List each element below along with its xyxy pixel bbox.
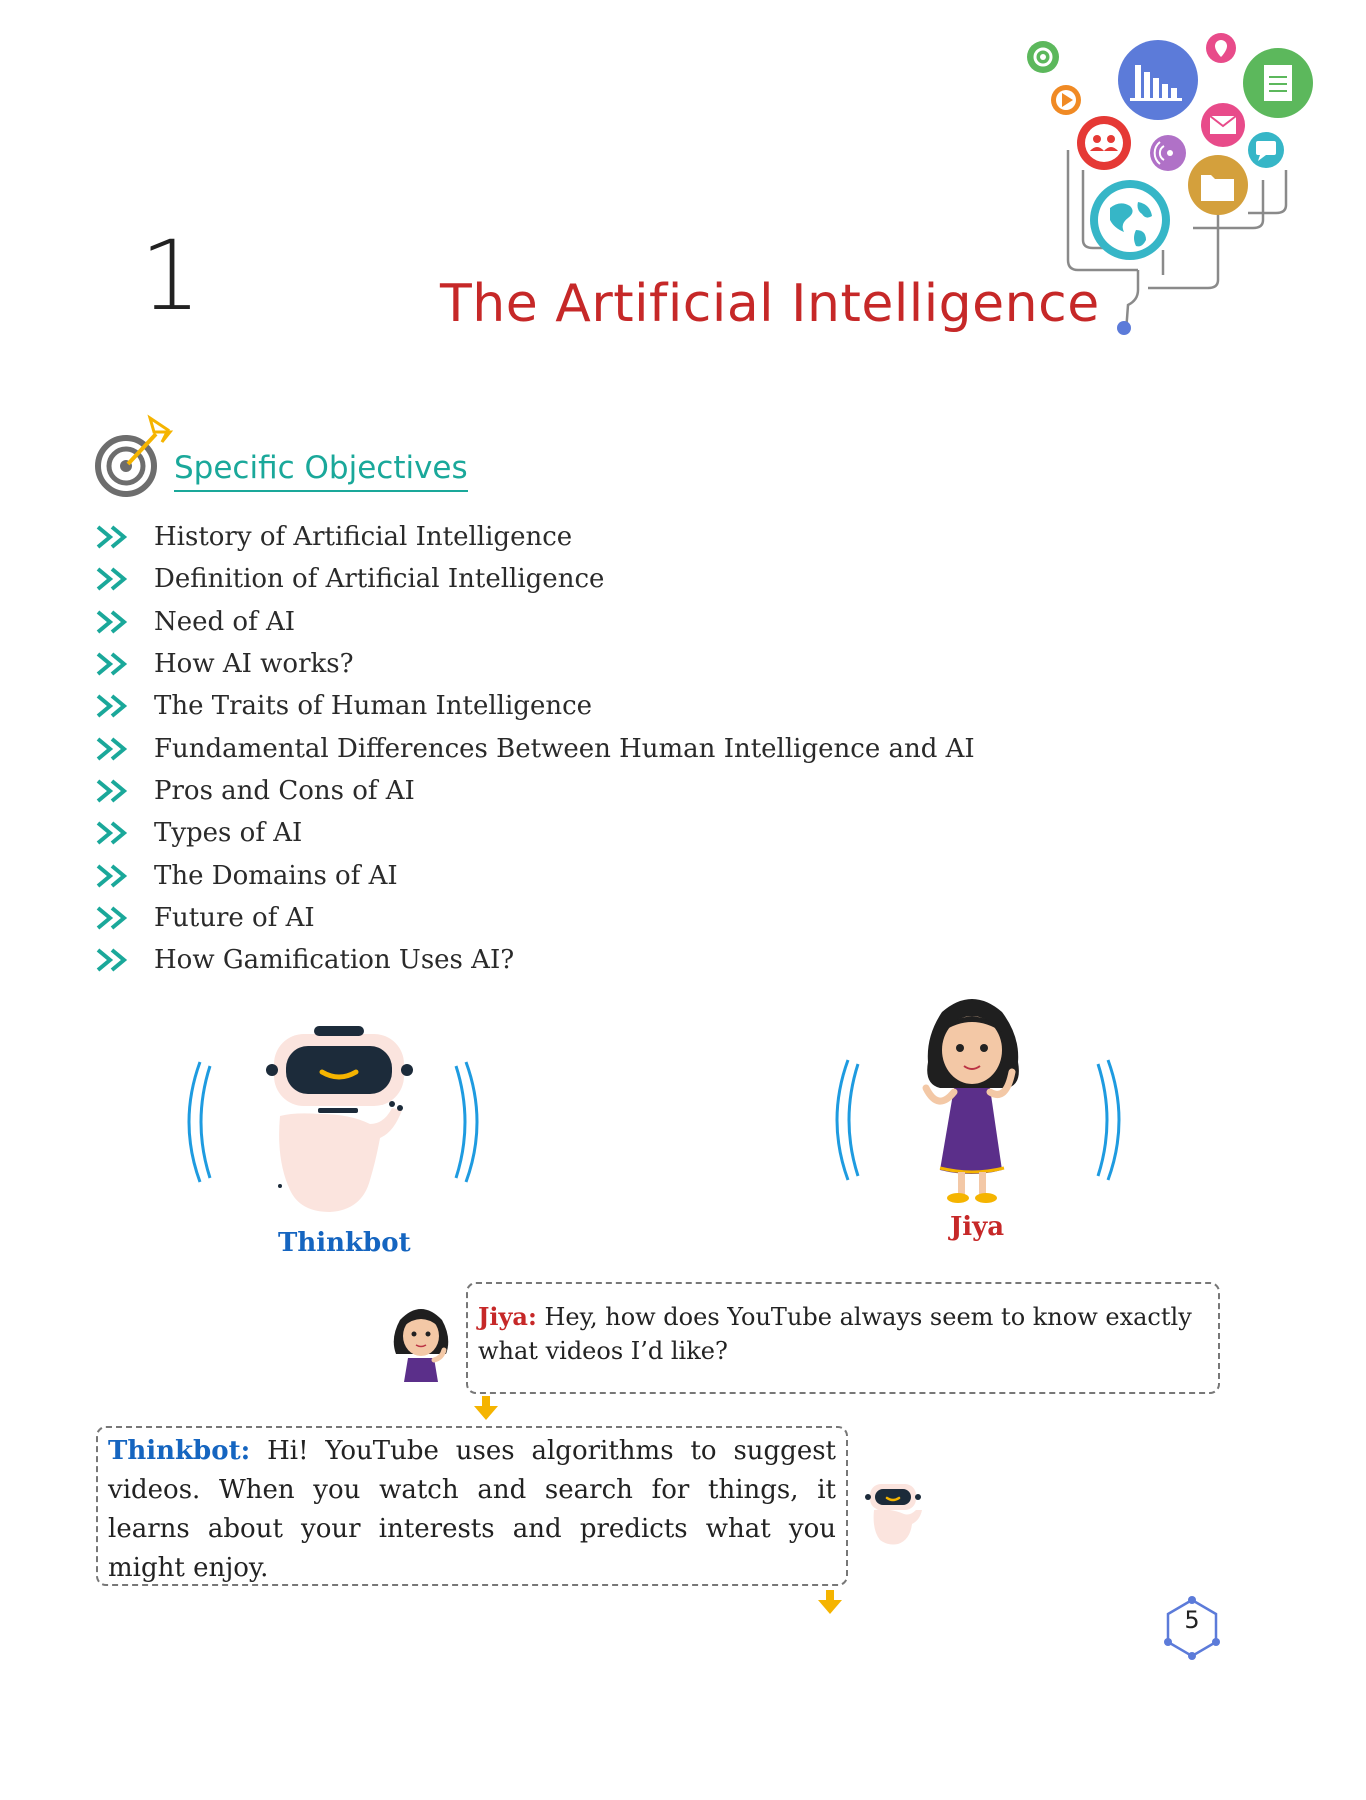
double-chevron-icon bbox=[96, 567, 132, 591]
objective-text: History of Artificial Intelligence bbox=[154, 522, 573, 553]
users-icon bbox=[1077, 116, 1131, 170]
objective-text: Definition of Artificial Intelligence bbox=[154, 564, 605, 595]
arrow-down-icon bbox=[816, 1590, 844, 1616]
thinkbot-speech-text: Hi! YouTube uses algorithms to suggest videos. When you watch and search for things, it learns about your interests and predicts what you might enjoy. bbox=[108, 1436, 836, 1583]
target-arrow-icon bbox=[94, 412, 178, 498]
audio-icon bbox=[1150, 135, 1186, 171]
double-chevron-icon bbox=[96, 948, 132, 972]
globe-icon bbox=[1090, 180, 1170, 260]
thinkbot-avatar bbox=[860, 1480, 930, 1546]
objective-text: How Gamification Uses AI? bbox=[154, 945, 515, 976]
double-chevron-icon bbox=[96, 610, 132, 634]
objective-text: Types of AI bbox=[154, 818, 303, 849]
list-item bbox=[96, 685, 975, 727]
jiya-speech-text: Hey, how does YouTube always seem to know exactly what videos I’d like? bbox=[478, 1303, 1192, 1365]
chapter-title: The Artificial Intelligence bbox=[440, 274, 1100, 334]
location-pin-icon bbox=[1206, 33, 1236, 63]
list-item bbox=[96, 897, 975, 939]
folder-icon bbox=[1188, 155, 1248, 215]
list-item bbox=[96, 770, 975, 812]
thinkbot-speech-bubble bbox=[96, 1426, 848, 1586]
arrow-down-icon bbox=[472, 1396, 500, 1422]
double-chevron-icon bbox=[96, 779, 132, 803]
double-chevron-icon bbox=[96, 906, 132, 930]
jiya-label: Jiya bbox=[950, 1212, 1005, 1242]
double-chevron-icon bbox=[96, 821, 132, 845]
jiya-speaker-label: Jiya: bbox=[478, 1302, 537, 1331]
sound-wave-right-icon bbox=[1098, 1060, 1119, 1180]
objective-text: The Domains of AI bbox=[154, 860, 398, 891]
thinkbot-label: Thinkbot bbox=[278, 1228, 411, 1258]
double-chevron-icon bbox=[96, 864, 132, 888]
document-icon bbox=[1243, 48, 1313, 118]
list-item bbox=[96, 939, 975, 981]
double-chevron-icon bbox=[96, 525, 132, 549]
page-number: 5 bbox=[1184, 1606, 1200, 1634]
list-item bbox=[96, 558, 975, 600]
bar-chart-icon bbox=[1118, 40, 1198, 120]
email-icon bbox=[1201, 103, 1245, 147]
list-item bbox=[96, 854, 975, 896]
jiya-speech-bubble bbox=[466, 1282, 1220, 1394]
double-chevron-icon bbox=[96, 652, 132, 676]
list-item bbox=[96, 643, 975, 685]
double-chevron-icon bbox=[96, 694, 132, 718]
objective-text: Pros and Cons of AI bbox=[154, 775, 415, 806]
objective-text: Fundamental Differences Between Human Intelligence and AI bbox=[154, 733, 975, 764]
play-icon bbox=[1051, 85, 1081, 115]
jiya-illustration bbox=[822, 992, 1142, 1212]
jiya-avatar bbox=[386, 1302, 456, 1382]
gear-icon bbox=[1027, 41, 1059, 73]
objective-text: The Traits of Human Intelligence bbox=[154, 691, 593, 722]
sound-wave-left-icon bbox=[837, 1060, 858, 1180]
list-item bbox=[96, 516, 975, 558]
objective-text: Future of AI bbox=[154, 902, 315, 933]
list-item bbox=[96, 727, 975, 769]
list-item bbox=[96, 812, 975, 854]
sound-wave-left-icon bbox=[189, 1062, 210, 1182]
objective-text: How AI works? bbox=[154, 649, 354, 680]
sound-wave-right-icon bbox=[456, 1062, 477, 1182]
chat-icon bbox=[1248, 132, 1284, 168]
thinkbot-speaker-label: Thinkbot: bbox=[108, 1436, 251, 1466]
chapter-number: 1 bbox=[140, 220, 202, 332]
objectives-list bbox=[96, 516, 975, 981]
double-chevron-icon bbox=[96, 737, 132, 761]
objectives-heading: Specific Objectives bbox=[174, 450, 468, 492]
thinkbot-illustration bbox=[180, 1020, 500, 1220]
objective-text: Need of AI bbox=[154, 606, 296, 637]
list-item bbox=[96, 601, 975, 643]
